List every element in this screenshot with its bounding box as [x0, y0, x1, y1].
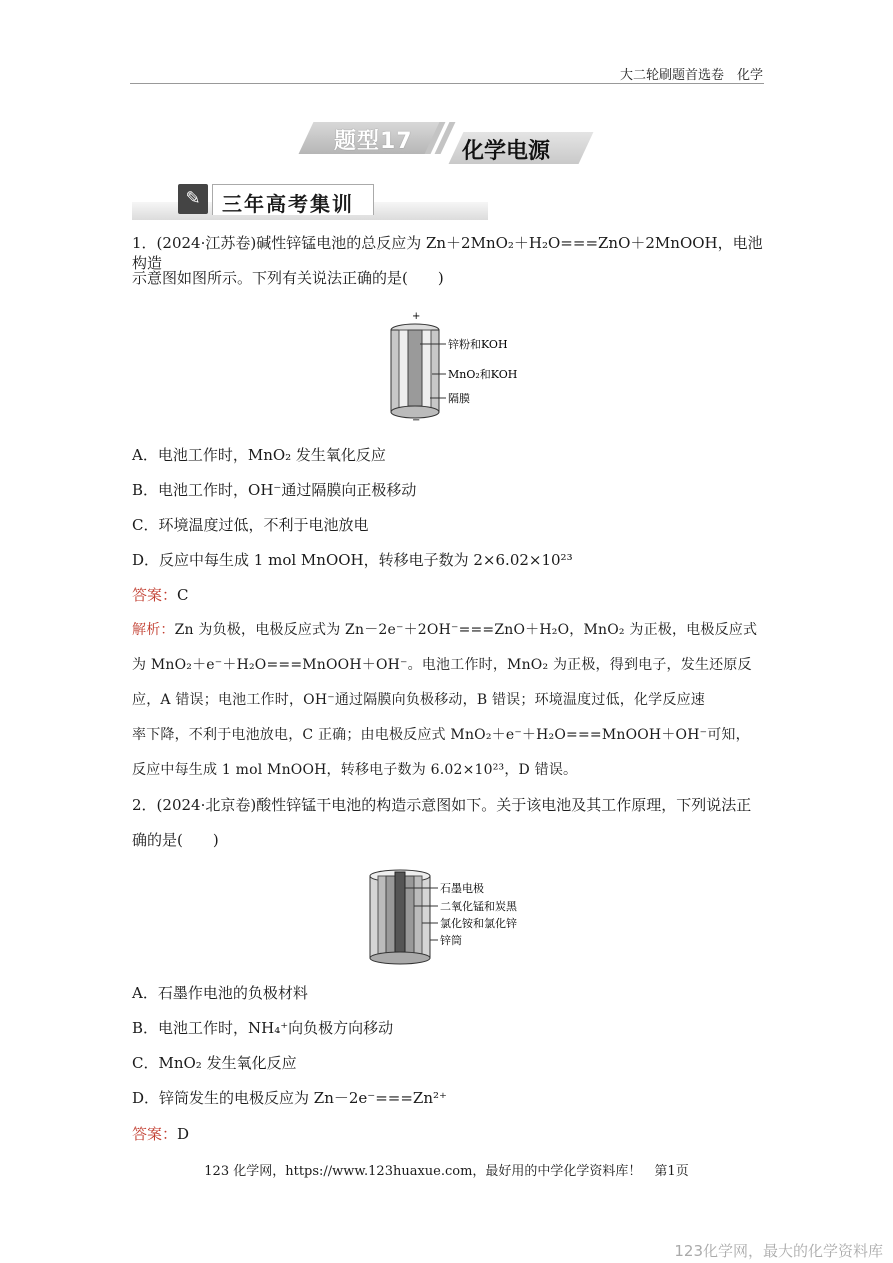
q2-stem-line1: 2．(2024·北京卷)酸性锌锰干电池的构造示意图如下。关于该电池及其工作原理，下列说法正 [132, 796, 752, 814]
topic-title: 化学电源 [462, 139, 551, 164]
fig2-label-zinc-can: 锌筒 [440, 934, 462, 947]
q1-option-b: B．电池工作时，OH⁻通过隔膜向正极移动 [132, 481, 417, 499]
q2-option-d: D．锌筒发生的电极反应为 Zn－2e⁻===Zn²⁺ [132, 1089, 447, 1107]
section-title: 三年高考集训 [222, 192, 354, 216]
q1-analysis-line2: 为 MnO₂＋e⁻＋H₂O===MnOOH＋OH⁻。电池工作时，MnO₂ 为正极，得到电子，发生还原反 [132, 657, 752, 673]
answer-value: C [177, 586, 189, 604]
pencil-icon: ✎ [178, 184, 208, 214]
header-divider [130, 83, 764, 84]
header-book-title: 大二轮刷题首选卷 化学 [619, 68, 763, 83]
positive-terminal-label: + [412, 311, 421, 322]
answer-label: 答案： [132, 1125, 178, 1143]
negative-terminal-label: − [412, 415, 421, 425]
q2-option-a: A．石墨作电池的负极材料 [132, 984, 308, 1002]
fig2-label-nh4cl-zncl2: 氯化铵和氯化锌 [440, 917, 517, 930]
q2-answer [132, 1124, 764, 1144]
q1-analysis-line3: 应，A 错误；电池工作时，OH⁻通过隔膜向负极移动，B 错误；环境温度过低，化学反应速 [132, 692, 705, 708]
q1-option-a: A．电池工作时，MnO₂ 发生氧化反应 [132, 446, 386, 464]
fig1-label-separator: 隔膜 [448, 392, 470, 405]
fig2-label-mno2-carbon: 二氧化锰和炭黑 [440, 900, 517, 913]
fig1-label-mno2-koh: MnO₂和KOH [448, 368, 518, 381]
q1-option-d: D．反应中每生成 1 mol MnOOH，转移电子数为 2×6.02×10²³ [132, 551, 573, 569]
answer-label: 答案： [132, 586, 178, 604]
q1-analysis-line4: 率下降，不利于电池放电，C 正确；由电极反应式 MnO₂＋e⁻＋H₂O===MnOOH＋OH⁻可知， [132, 727, 750, 743]
q2-option-b: B．电池工作时，NH₄⁺向负极方向移动 [132, 1019, 394, 1037]
answer-value: D [177, 1125, 190, 1143]
q1-stem-line1: 1．(2024·江苏卷)碱性锌锰电池的总反应为 Zn＋2MnO₂＋H₂O===ZnO＋2MnOOH，电池构造 [132, 234, 763, 272]
q2-dry-cell-figure [366, 868, 536, 968]
q2-stem-line2: 确的是( ) [132, 831, 219, 849]
q1-answer [132, 585, 764, 605]
question-type-label: 题型17 [334, 129, 413, 154]
q2-option-c: C．MnO₂ 发生氧化反应 [132, 1054, 297, 1072]
q1-option-c: C．环境温度过低，不利于电池放电 [132, 516, 369, 534]
q1-battery-figure [380, 310, 520, 425]
q1-analysis-line5: 反应中每生成 1 mol MnOOH，转移电子数为 6.02×10²³，D 错误。 [132, 762, 578, 778]
section-heading [132, 182, 488, 220]
title-banner [306, 118, 586, 166]
q1-stem-line2: 示意图如图所示。下列有关说法正确的是( ) [132, 269, 444, 287]
watermark: 123化学网，最大的化学资料库 [674, 1242, 883, 1260]
q1-analysis-line1: 解析：Zn 为负极，电极反应式为 Zn－2e⁻＋2OH⁻===ZnO＋H₂O，MnO₂ 为正极，电极反应式 [132, 622, 758, 638]
page-footer: 123 化学网，https://www.123huaxue.com，最好用的中学化学资料库！ 第1页 [204, 1164, 689, 1179]
analysis-label: 解析： [132, 622, 175, 638]
fig2-label-graphite: 石墨电极 [440, 882, 484, 895]
fig1-label-zinc-koh: 锌粉和KOH [448, 338, 508, 351]
